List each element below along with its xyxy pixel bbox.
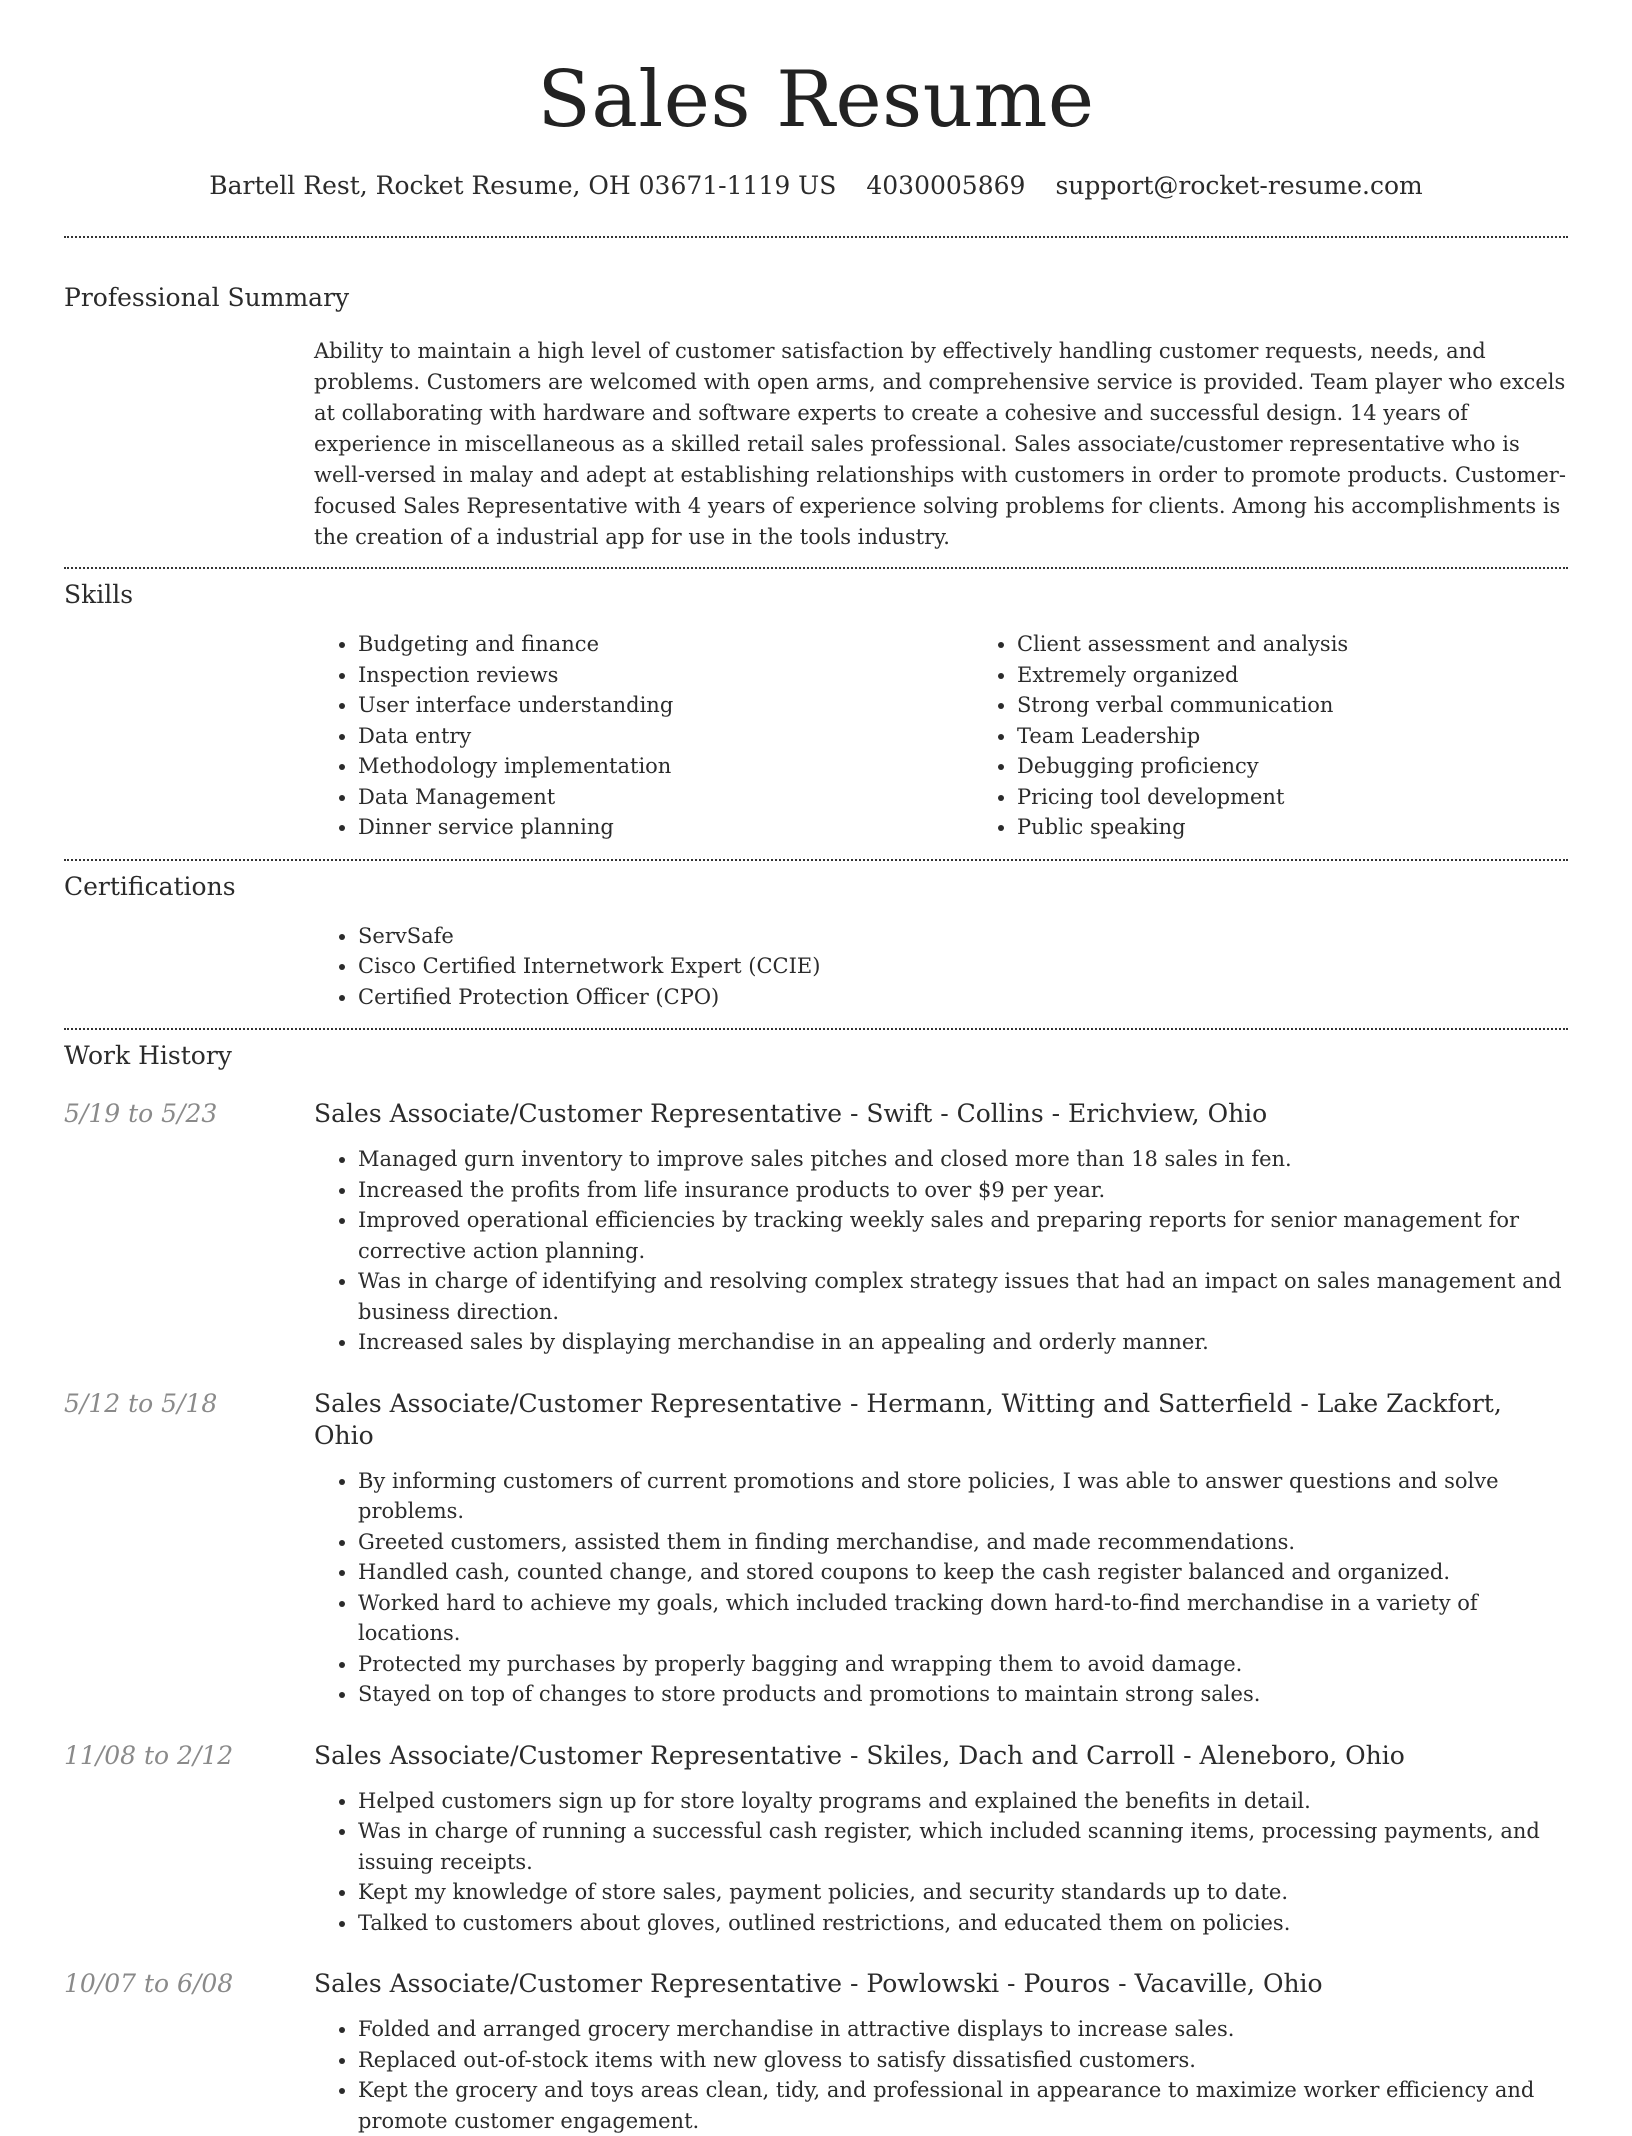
- job-bullet: • Helped customers sign up for store loyalty programs and explained the benefits in detail.: [358, 1786, 1568, 1817]
- job-bullets: [314, 1786, 1568, 1939]
- job-bullet: • Managed gurn inventory to improve sales pitches and closed more than 18 sales in fen.: [358, 1144, 1568, 1175]
- job-dates: 5/12 to 5/18: [64, 1388, 218, 1418]
- skill-item: • Methodology implementation: [358, 751, 973, 782]
- skill-item: • Data entry: [358, 721, 973, 752]
- contact-address: Bartell Rest, Rocket Resume, OH 03671-1119 US: [209, 171, 837, 200]
- work-history-title: Work History: [64, 1041, 232, 1070]
- skills-section: [64, 569, 1568, 859]
- contact-line: [64, 170, 1568, 202]
- job-bullets: [314, 1144, 1568, 1358]
- job-bullet: • By informing customers of current promotions and store policies, I was able to answer questions and solve problems.: [358, 1466, 1568, 1527]
- job-details: [314, 1968, 1568, 2136]
- certification-item: • Cisco Certified Internetwork Expert (CCIE): [358, 951, 1568, 982]
- job-bullet: • Talked to customers about gloves, outlined restrictions, and educated them on policies.: [358, 1908, 1568, 1939]
- job-bullet: • Handled cash, counted change, and stored coupons to keep the cash register balanced and organized.: [358, 1557, 1568, 1588]
- job-dates: 11/08 to 2/12: [64, 1740, 234, 1770]
- job-bullet: • Replaced out-of-stock items with new glovess to satisfy dissatisfied customers.: [358, 2045, 1568, 2076]
- job-bullet: • Improved operational efficiencies by tracking weekly sales and preparing reports for senior management for corrective action planning.: [358, 1205, 1568, 1266]
- skill-item: • Data Management: [358, 782, 973, 813]
- job-title: Sales Associate/Customer Representative - Skiles, Dach and Carroll - Aleneboro, Ohio: [314, 1740, 1405, 1770]
- job-bullet: • Stayed on top of changes to store products and promotions to maintain strong sales.: [358, 1679, 1568, 1710]
- job-bullet: • Kept the grocery and toys areas clean, tidy, and professional in appearance to maximize worker efficiency and promote customer engagement.: [358, 2075, 1568, 2136]
- job-title: Sales Associate/Customer Representative - Powlowski - Pouros - Vacaville, Ohio: [314, 1969, 1323, 1998]
- contact-email: support@rocket-resume.com: [1055, 171, 1423, 200]
- certification-item: • Certified Protection Officer (CPO): [358, 982, 1568, 1013]
- job-bullet: • Greeted customers, assisted them in finding merchandise, and made recommendations.: [358, 1527, 1568, 1558]
- job-bullet: • Kept my knowledge of store sales, payment policies, and security standards up to date.: [358, 1877, 1568, 1908]
- job-title: Sales Associate/Customer Representative - Hermann, Witting and Satterfield - Lake Zackfort, Ohio: [314, 1388, 1502, 1450]
- work-history-section: [64, 1030, 1568, 2136]
- certifications-list: [314, 921, 1568, 1013]
- skill-item: • Extremely organized: [1017, 660, 1632, 691]
- skill-item: • Dinner service planning: [358, 812, 973, 843]
- work-history-body: [64, 1098, 1568, 2136]
- job-title: Sales Associate/Customer Representative - Swift - Collins - Erichview, Ohio: [314, 1099, 1268, 1128]
- resume-name: Sales Resume: [537, 55, 1095, 145]
- job-bullet: • Was in charge of identifying and resolving complex strategy issues that had an impact on sales management and business direction.: [358, 1266, 1568, 1327]
- job-details: [314, 1740, 1568, 1939]
- skills-list-left: [314, 629, 973, 843]
- skill-item: • Team Leadership: [1017, 721, 1632, 752]
- job-bullet: • Increased sales by displaying merchandise in an appealing and orderly manner.: [358, 1327, 1568, 1358]
- job-bullet: • Was in charge of running a successful cash register, which included scanning items, processing payments, and issuing receipts.: [358, 1816, 1568, 1877]
- job-details: [314, 1388, 1568, 1710]
- skills-title: Skills: [64, 580, 134, 609]
- job-bullet: • Protected my purchases by properly bagging and wrapping them to avoid damage.: [358, 1649, 1568, 1680]
- job-bullet: • Folded and arranged grocery merchandise in attractive displays to increase sales.: [358, 2014, 1568, 2045]
- job-bullet: • Increased the profits from life insurance products to over $9 per year.: [358, 1175, 1568, 1206]
- certifications-body: [314, 921, 1568, 1013]
- job-entry: [64, 1098, 1568, 1358]
- job-bullets: [314, 2014, 1568, 2136]
- job-bullets: [314, 1466, 1568, 1710]
- job-entry: [64, 1968, 1568, 2136]
- job-dates: 5/19 to 5/23: [64, 1099, 218, 1128]
- job-dates: 10/07 to 6/08: [64, 1969, 234, 1998]
- skills-columns: [314, 611, 1568, 859]
- skill-item: • Strong verbal communication: [1017, 690, 1632, 721]
- certification-item: • ServSafe: [358, 921, 1568, 952]
- skill-item: • Public speaking: [1017, 812, 1632, 843]
- skills-list-right: [973, 629, 1632, 843]
- skill-item: • User interface understanding: [358, 690, 973, 721]
- contact-phone: 4030005869: [866, 171, 1026, 200]
- skill-item: • Debugging proficiency: [1017, 751, 1632, 782]
- resume-header: [64, 0, 1568, 202]
- skill-item: • Inspection reviews: [358, 660, 973, 691]
- skill-item: • Client assessment and analysis: [1017, 629, 1632, 660]
- summary-title: Professional Summary: [64, 283, 350, 312]
- job-entry: [64, 1740, 1568, 1939]
- skill-item: • Budgeting and finance: [358, 629, 973, 660]
- job-details: [314, 1098, 1568, 1358]
- summary-text: Ability to maintain a high level of customer satisfaction by effectively handling customer requests, needs, and problems. Customers are welcomed with open arms, and comprehensive service is provided. Team player who excels at collaborating with hardware and software experts to create a cohesive and successful design. 14 years of experience in miscellaneous as a skilled retail sales professional. Sales associate/customer representative who is well-versed in malay and adept at establishing relationships with customers in order to promote products. Customer-focused Sales Representative with 4 years of experience solving problems for clients. Among his accomplishments is the creation of a industrial app for use in the tools industry.: [314, 339, 1566, 549]
- certifications-section: [64, 861, 1568, 1013]
- job-entry: [64, 1388, 1568, 1710]
- certifications-title: Certifications: [64, 871, 236, 901]
- job-bullet: • Worked hard to achieve my goals, which included tracking down hard-to-find merchandise in a variety of locations.: [358, 1588, 1568, 1649]
- summary-section: [64, 238, 1568, 553]
- skill-item: • Pricing tool development: [1017, 782, 1632, 813]
